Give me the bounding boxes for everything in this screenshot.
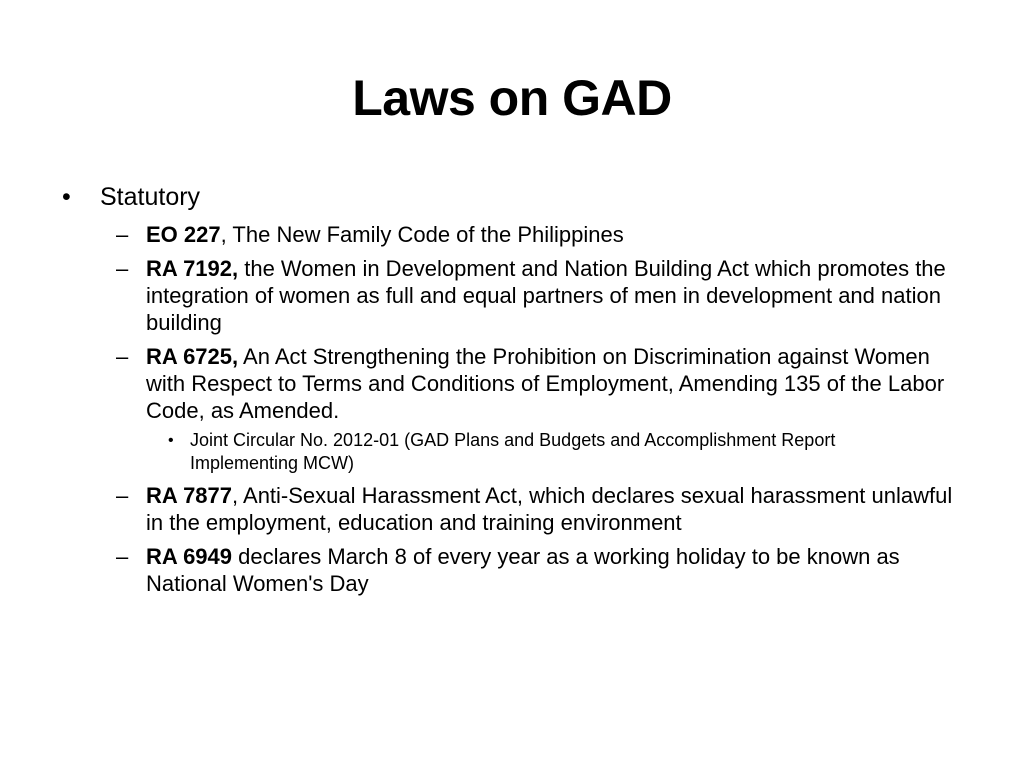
bullet-statutory — [60, 180, 970, 214]
sub-item-ra-7877 — [116, 482, 970, 536]
law-description: , Anti-Sexual Harassment Act, which declares sexual harassment unlawful in the employment, education and training environment — [146, 483, 953, 535]
bullet-dot-icon: • — [62, 183, 71, 211]
law-code: RA 7192, — [146, 256, 239, 281]
sub-item-ra-6725 — [116, 343, 970, 424]
law-code: RA 7877 — [146, 483, 233, 508]
bullet-label: Statutory — [100, 183, 201, 211]
law-code: RA 6725, — [146, 344, 239, 369]
bullet-dot-icon: • — [168, 432, 174, 449]
dash-icon: – — [116, 544, 129, 569]
sub-item-ra-6949 — [116, 543, 970, 597]
dash-icon: – — [116, 256, 129, 281]
sub-item-eo-227 — [116, 221, 970, 248]
dash-icon: – — [116, 344, 129, 369]
law-code: EO 227 — [146, 222, 221, 247]
dash-icon: – — [116, 222, 129, 247]
sub-sub-item-text: Joint Circular No. 2012-01 (GAD Plans and Budgets and Accomplishment Report Implementing MCW) — [190, 430, 836, 473]
law-description: An Act Strengthening the Prohibition on Discrimination against Women with Respect to Terms and Conditions of Employment, Amending 135 of the Labor Code, as Amended. — [146, 344, 945, 423]
law-description: , The New Family Code of the Philippines — [220, 222, 624, 247]
slide-title: Laws on GAD — [352, 70, 672, 126]
sub-sub-item-joint-circular — [168, 429, 910, 475]
dash-icon: – — [116, 483, 129, 508]
slide-content — [60, 180, 970, 597]
law-code: RA 6949 — [146, 544, 233, 569]
law-description: declares March 8 of every year as a working holiday to be known as National Women's Day — [146, 544, 900, 596]
law-description: the Women in Development and Nation Building Act which promotes the integration of women as full and equal partners of men in development and nation building — [146, 256, 946, 335]
sub-item-ra-7192 — [116, 255, 970, 336]
